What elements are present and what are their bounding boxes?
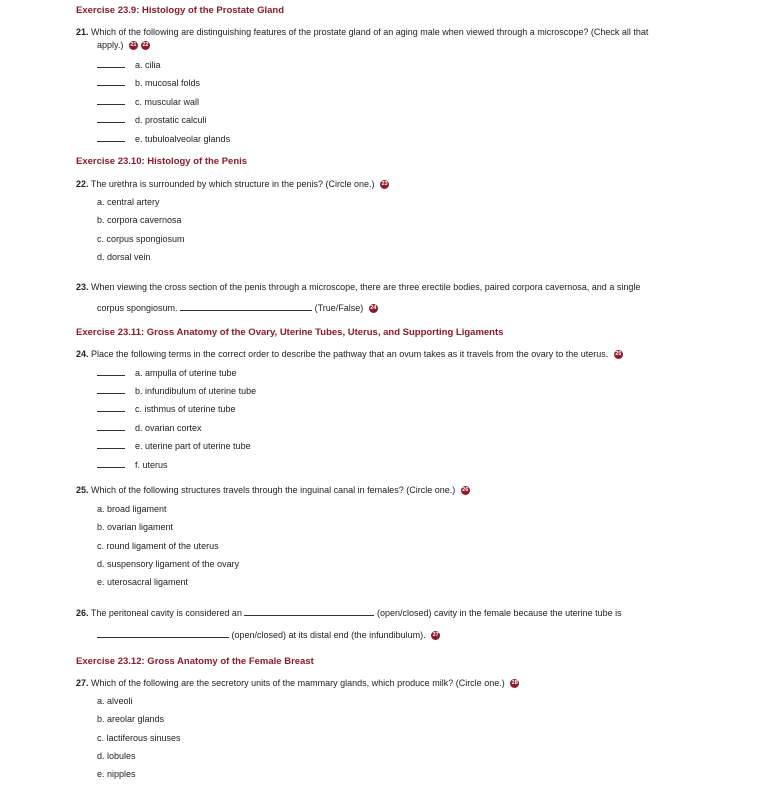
q27-option-b[interactable]: b. areolar glands [97, 714, 165, 724]
option-label: a. cilia [135, 60, 161, 70]
question-25-text: Which of the following structures travels through the inguinal canal in females? (Circle one.) [91, 485, 456, 495]
answer-blank[interactable] [97, 393, 125, 394]
q22-option-c[interactable]: c. corpus spongiosum [97, 234, 185, 244]
q21-option-d[interactable] [97, 115, 207, 125]
question-26 [76, 607, 622, 620]
q25-option-d[interactable]: d. suspensory ligament of the ovary [97, 559, 240, 569]
asset-badge-icon: 24 [370, 305, 377, 312]
q25-option-a[interactable]: a. broad ligament [97, 504, 167, 514]
q21-option-a[interactable] [97, 60, 161, 70]
q21-option-c[interactable] [97, 97, 199, 107]
q22-option-b[interactable]: b. corpora cavernosa [97, 215, 182, 225]
question-21 [76, 26, 648, 39]
q27-option-d[interactable]: d. lobules [97, 751, 136, 761]
question-27 [76, 677, 519, 690]
q24-option-d[interactable] [97, 423, 202, 433]
question-21-text: Which of the following are distinguishing features of the prostate gland of an aging male when viewed through a microscope? (Check all that [91, 27, 649, 37]
answer-blank[interactable] [97, 85, 125, 86]
question-24-text: Place the following terms in the correct order to describe the pathway that an ovum takes as it travels from the ovary to the uterus. [91, 349, 609, 359]
exercise-23-9-heading: Exercise 23.9: Histology of the Prostate Gland [76, 5, 285, 16]
q27-option-e[interactable]: e. nipples [97, 769, 136, 779]
exercise-23-11-heading: Exercise 23.11: Gross Anatomy of the Ovary, Uterine Tubes, Uterus, and Supporting Ligaments [76, 327, 504, 338]
question-21-continued [97, 39, 150, 52]
question-24-number: 24. [76, 349, 89, 359]
answer-blank[interactable] [244, 615, 374, 616]
answer-blank[interactable] [97, 448, 125, 449]
question-23-text: When viewing the cross section of the penis through a microscope, there are three erectile bodies, paired corpora cavernosa, and a single [91, 282, 641, 292]
question-23-continued [97, 302, 378, 315]
question-21-number: 21. [76, 27, 89, 37]
question-22-text: The urethra is surrounded by which structure in the penis? (Circle one.) [90, 179, 375, 189]
question-27-text: Which of the following are the secretory units of the mammary glands, which produce milk? (Circle one.) [91, 678, 505, 688]
answer-blank[interactable] [97, 104, 125, 105]
q25-option-c[interactable]: c. round ligament of the uterus [97, 541, 219, 551]
option-label: f. uterus [135, 460, 168, 470]
answer-blank[interactable] [97, 467, 125, 468]
q21-option-b[interactable] [97, 78, 200, 88]
answer-blank[interactable] [97, 67, 125, 68]
answer-blank[interactable] [97, 122, 125, 123]
option-label: d. prostatic calculi [135, 115, 207, 125]
q21-option-e[interactable] [97, 134, 230, 144]
option-label: e. uterine part of uterine tube [135, 441, 251, 451]
asset-badge-icon: 26 [462, 487, 469, 494]
question-23-text-3: (True/False) [314, 303, 364, 313]
question-26-text-3: (open/closed) at its distal end (the infundibulum). [231, 630, 426, 640]
question-25 [76, 484, 470, 497]
question-25-number: 25. [76, 485, 89, 495]
option-label: c. isthmus of uterine tube [135, 404, 236, 414]
q27-option-c[interactable]: c. lactiferous sinuses [97, 733, 181, 743]
q25-option-b[interactable]: b. ovarian ligament [97, 522, 174, 532]
q22-option-d[interactable]: d. dorsal vein [97, 252, 151, 262]
question-22 [76, 178, 389, 191]
option-label: a. ampulla of uterine tube [135, 368, 237, 378]
question-22-number: 22. [76, 179, 89, 189]
option-label: e. tubuloalveolar glands [135, 134, 231, 144]
q22-option-a[interactable]: a. central artery [97, 197, 160, 207]
option-label: c. muscular wall [135, 97, 200, 107]
question-26-number: 26. [76, 608, 89, 618]
asset-badge-icon: 25 [615, 351, 622, 358]
asset-badge-icon: 22 [142, 42, 149, 49]
asset-badge-icon: 23 [381, 181, 388, 188]
q24-option-e[interactable] [97, 441, 251, 451]
question-26-continued [97, 629, 440, 642]
asset-badge-icon: 27 [432, 632, 439, 639]
question-23-text-2: corpus spongiosum. [97, 303, 178, 313]
question-27-number: 27. [76, 678, 89, 688]
q27-option-a[interactable]: a. alveoli [97, 696, 133, 706]
q25-option-e[interactable]: e. uterosacral ligament [97, 577, 189, 587]
answer-blank[interactable] [97, 637, 229, 638]
question-26-text-2: (open/closed) cavity in the female because the uterine tube is [376, 608, 622, 618]
q24-option-a[interactable] [97, 368, 237, 378]
option-label: d. ovarian cortex [135, 423, 202, 433]
exercise-23-10-heading: Exercise 23.10: Histology of the Penis [76, 156, 248, 167]
question-24 [76, 348, 623, 361]
answer-blank[interactable] [180, 310, 312, 311]
q24-option-c[interactable] [97, 404, 236, 414]
exercise-23-12-heading: Exercise 23.12: Gross Anatomy of the Female Breast [76, 656, 314, 667]
question-21-text-2: apply.) [97, 40, 124, 50]
answer-blank[interactable] [97, 430, 125, 431]
option-label: b. mucosal folds [135, 78, 201, 88]
asset-badge-icon: 28 [511, 680, 518, 687]
answer-blank[interactable] [97, 375, 125, 376]
asset-badge-icon: 21 [130, 42, 137, 49]
q24-option-f[interactable] [97, 460, 168, 470]
q24-option-b[interactable] [97, 386, 256, 396]
question-23 [76, 281, 640, 294]
option-label: b. infundibulum of uterine tube [135, 386, 257, 396]
answer-blank[interactable] [97, 141, 125, 142]
question-26-text: The peritoneal cavity is considered an [90, 608, 242, 618]
answer-blank[interactable] [97, 411, 125, 412]
question-23-number: 23. [76, 282, 89, 292]
